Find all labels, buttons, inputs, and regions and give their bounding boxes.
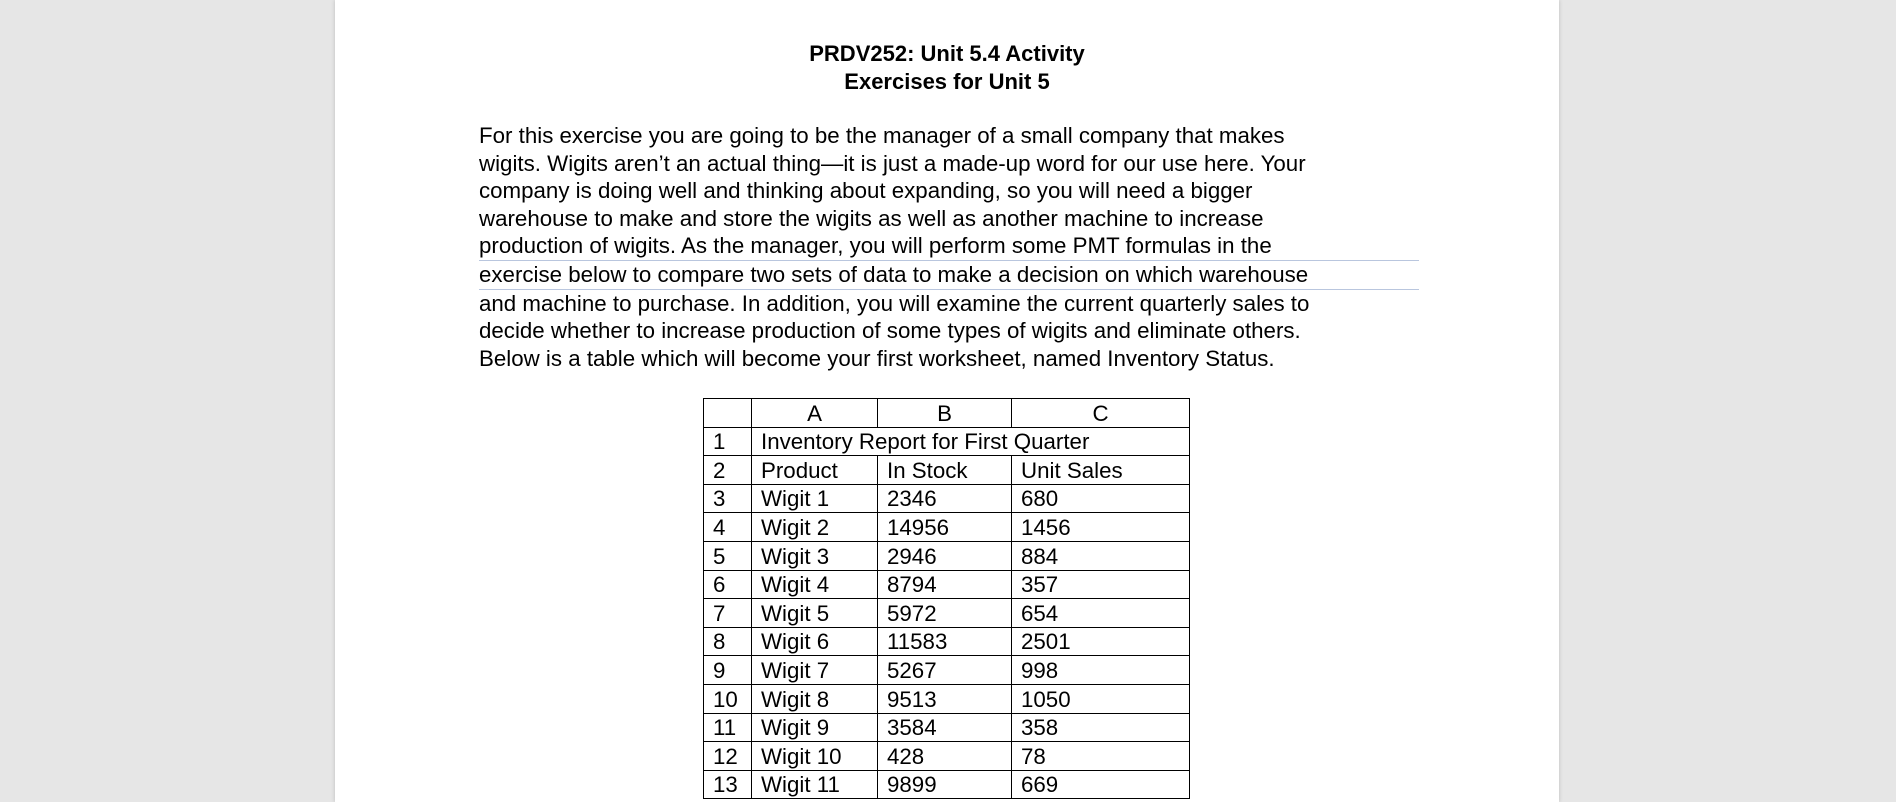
header-in-stock: In Stock [878,456,1012,485]
product-cell: Wigit 7 [752,656,878,685]
product-cell: Wigit 1 [752,484,878,513]
table-row [704,627,1190,656]
unit-sales-cell: 1456 [1012,513,1190,542]
unit-sales-cell: 78 [1012,742,1190,771]
column-header-b: B [878,399,1012,428]
product-cell: Wigit 4 [752,570,878,599]
header-product: Product [752,456,878,485]
row-number: 10 [704,684,752,713]
row-number: 2 [704,456,752,485]
table-row [704,656,1190,685]
inventory-table [703,398,1190,799]
header-unit-sales: Unit Sales [1012,456,1190,485]
paragraph-line: For this exercise you are going to be the manager of a small company that makes [479,123,1285,148]
product-cell: Wigit 5 [752,599,878,628]
table-row [704,484,1190,513]
unit-sales-cell: 654 [1012,599,1190,628]
table-row [704,770,1190,799]
row-number: 13 [704,770,752,799]
row-number: 1 [704,427,752,456]
paragraph-line: warehouse to make and store the wigits as well as another machine to increase [479,205,1264,231]
document-subtitle: Exercises for Unit 5 [844,69,1050,94]
in-stock-cell: 8794 [878,570,1012,599]
row-number: 8 [704,627,752,656]
paragraph-line: and machine to purchase. In addition, you will examine the current quarterly sales to [479,289,1419,318]
row-number: 11 [704,713,752,742]
column-header-a: A [752,399,878,428]
product-cell: Wigit 10 [752,742,878,771]
product-cell: Wigit 8 [752,684,878,713]
row-number: 4 [704,513,752,542]
paragraph-line: wigits. Wigits aren’t an actual thing—it is just a made-up word for our use here. Your [479,150,1306,176]
unit-sales-cell: 680 [1012,484,1190,513]
unit-sales-cell: 1050 [1012,684,1190,713]
table-row [704,456,1190,485]
unit-sales-cell: 357 [1012,570,1190,599]
row-number: 9 [704,656,752,685]
document-page [335,0,1559,802]
product-cell: Wigit 2 [752,513,878,542]
unit-sales-cell: 998 [1012,656,1190,685]
table-row [704,570,1190,599]
in-stock-cell: 14956 [878,513,1012,542]
corner-cell [704,399,752,428]
in-stock-cell: 5972 [878,599,1012,628]
row-number: 7 [704,599,752,628]
in-stock-cell: 9899 [878,770,1012,799]
in-stock-cell: 3584 [878,713,1012,742]
paragraph-line: decide whether to increase production of some types of wigits and eliminate others. [479,318,1301,344]
product-cell: Wigit 3 [752,541,878,570]
column-header-row [704,399,1190,428]
unit-sales-cell: 358 [1012,713,1190,742]
table-row [704,599,1190,628]
paragraph-line: Below is a table which will become your first worksheet, named Inventory Status. [479,345,1275,371]
intro-paragraph [479,122,1419,372]
row-number: 3 [704,484,752,513]
in-stock-cell: 9513 [878,684,1012,713]
column-header-c: C [1012,399,1190,428]
table-row [704,427,1190,456]
product-cell: Wigit 6 [752,627,878,656]
in-stock-cell: 2946 [878,541,1012,570]
table-row [704,742,1190,771]
row-number: 5 [704,541,752,570]
unit-sales-cell: 884 [1012,541,1190,570]
product-cell: Wigit 11 [752,770,878,799]
paragraph-line: company is doing well and thinking about expanding, so you will need a bigger [479,178,1253,204]
table-row [704,541,1190,570]
document-title: PRDV252: Unit 5.4 Activity [809,41,1085,66]
unit-sales-cell: 669 [1012,770,1190,799]
unit-sales-cell: 2501 [1012,627,1190,656]
row-number: 12 [704,742,752,771]
paragraph-line: production of wigits. As the manager, you will perform some PMT formulas in the [479,233,1272,259]
in-stock-cell: 428 [878,742,1012,771]
in-stock-cell: 2346 [878,484,1012,513]
table-row [704,684,1190,713]
product-cell: Wigit 9 [752,713,878,742]
in-stock-cell: 5267 [878,656,1012,685]
table-row [704,513,1190,542]
paragraph-line: exercise below to compare two sets of data to make a decision on which warehouse [479,260,1419,289]
report-title-cell: Inventory Report for First Quarter [752,427,1190,456]
table-row [704,713,1190,742]
row-number: 6 [704,570,752,599]
in-stock-cell: 11583 [878,627,1012,656]
